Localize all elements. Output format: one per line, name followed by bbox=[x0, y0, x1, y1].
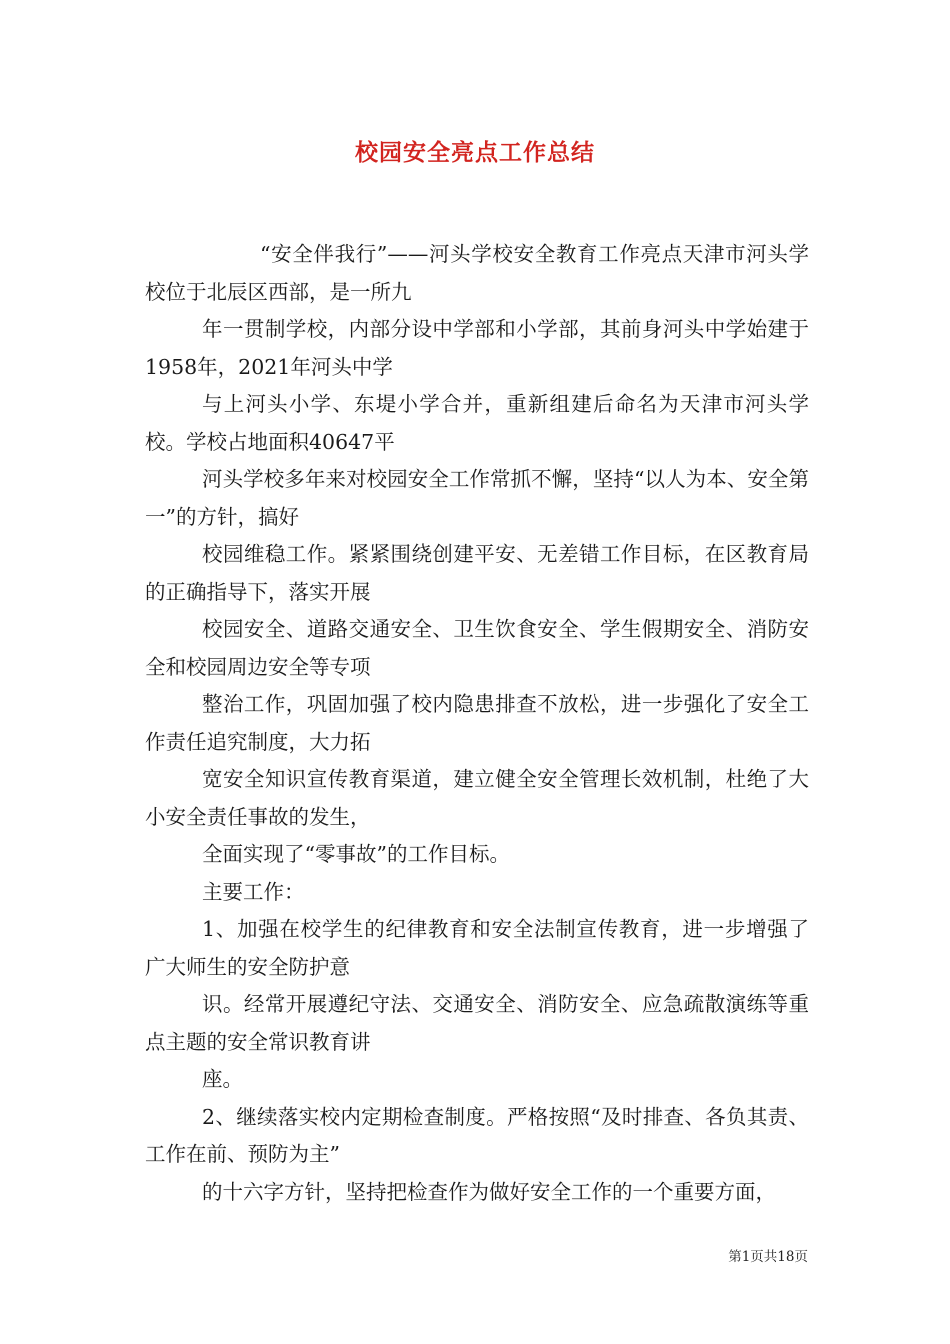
paragraph: 整治工作，巩固加强了校内隐患排查不放松，进一步强化了安全工作责任追究制度，大力拓 bbox=[145, 692, 809, 754]
paragraph: 2、继续落实校内定期检查制度。严格按照“及时排查、各负其责、工作在前、预防为主” bbox=[145, 1104, 809, 1166]
paragraph: 河头学校多年来对校园安全工作常抓不懈，坚持“以人为本、安全第一”的方针，搞好 bbox=[145, 467, 809, 529]
paragraph: 座。 bbox=[202, 1067, 243, 1091]
paragraph: 年一贯制学校，内部分设中学部和小学部，其前身河头中学始建于1958年，2021年河头中学 bbox=[145, 317, 809, 379]
document-title: 校园安全亮点工作总结 bbox=[355, 140, 595, 166]
paragraph: “安全伴我行”——河头学校安全教育工作亮点天津市河头学校位于北辰区西部，是一所九 bbox=[145, 242, 809, 304]
paragraph: 全面实现了“零事故”的工作目标。 bbox=[202, 842, 510, 866]
paragraph: 识。经常开展遵纪守法、交通安全、消防安全、应急疏散演练等重点主题的安全常识教育讲 bbox=[145, 992, 809, 1054]
paragraph: 宽安全知识宣传教育渠道，建立健全安全管理长效机制，杜绝了大小安全责任事故的发生， bbox=[145, 767, 809, 829]
page-number: 第1页共18页 bbox=[728, 1249, 808, 1265]
paragraph: 的十六字方针，坚持把检查作为做好安全工作的一个重要方面， bbox=[202, 1179, 776, 1204]
document-body bbox=[145, 236, 809, 1211]
paragraph: 校园安全、道路交通安全、卫生饮食安全、学生假期安全、消防安全和校园周边安全等专项 bbox=[145, 617, 809, 679]
paragraph: 主要工作： bbox=[202, 879, 305, 904]
paragraph: 校园维稳工作。紧紧围绕创建平安、无差错工作目标，在区教育局的正确指导下，落实开展 bbox=[145, 542, 809, 604]
paragraph: 与上河头小学、东堤小学合并，重新组建后命名为天津市河头学校。学校占地面积40647平 bbox=[145, 392, 809, 454]
paragraph: 1、加强在校学生的纪律教育和安全法制宣传教育，进一步增强了广大师生的安全防护意 bbox=[145, 917, 809, 979]
